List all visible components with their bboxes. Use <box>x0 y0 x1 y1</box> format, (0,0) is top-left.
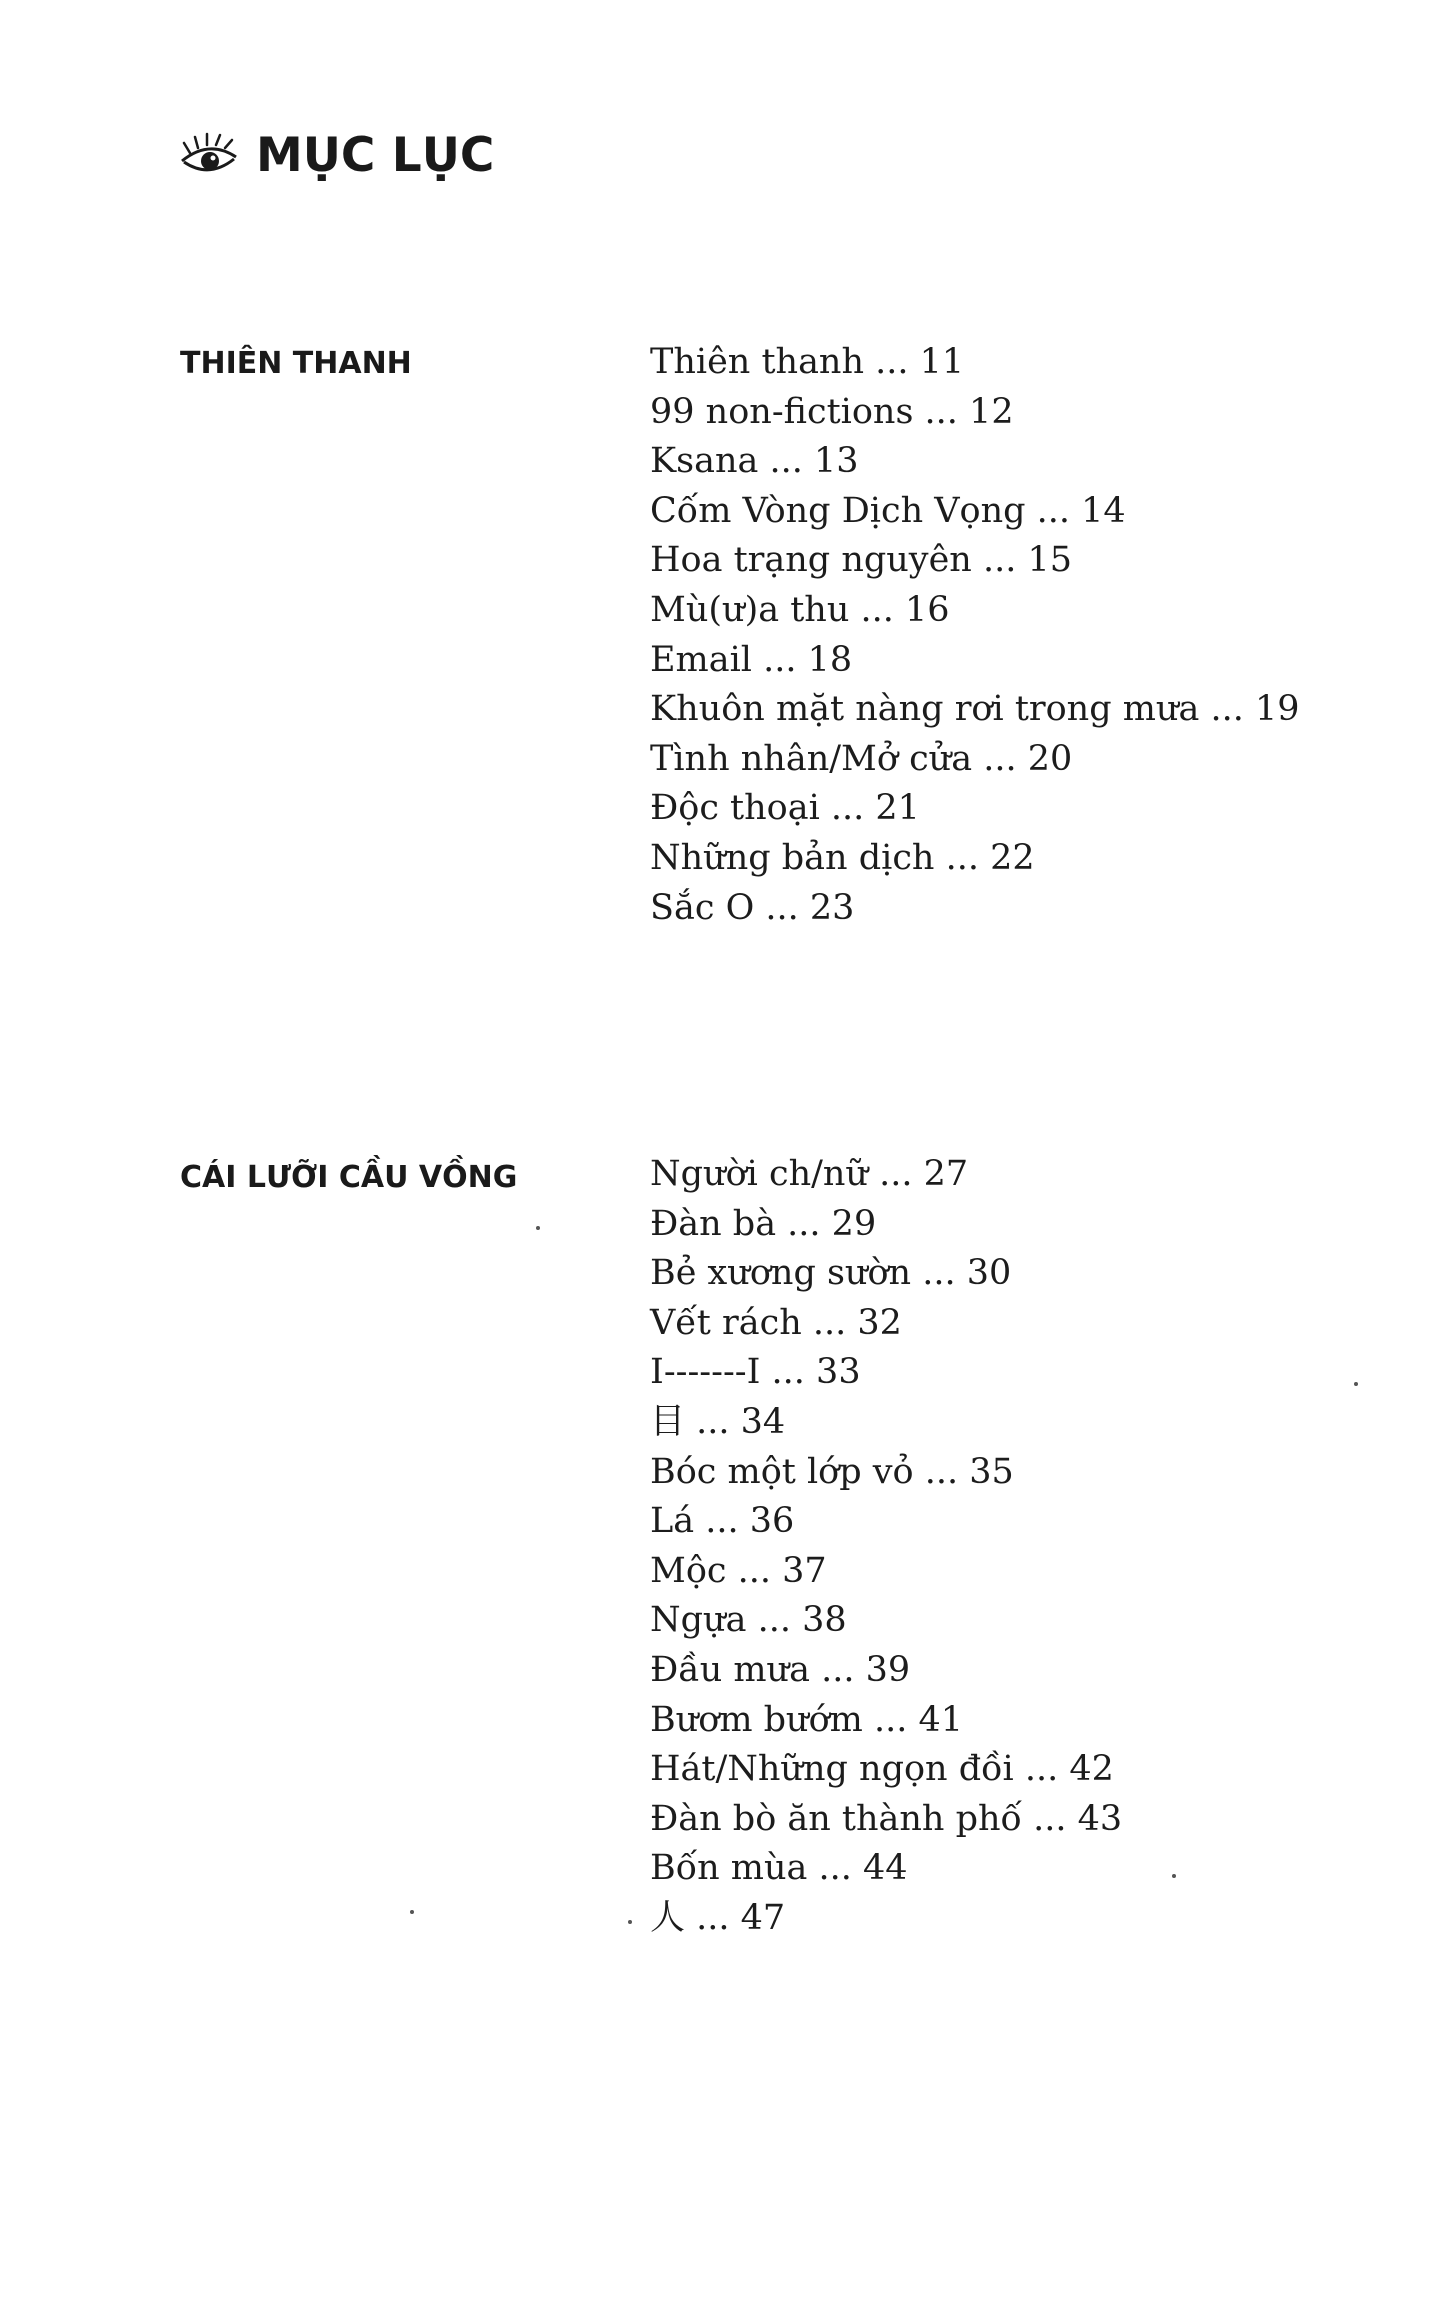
toc-list-cai-luoi-cau-vong <box>650 1150 1122 1944</box>
toc-list-thien-thanh <box>650 338 1300 933</box>
toc-entry[interactable]: Bẻ xương sườn ... 30 <box>650 1253 1012 1294</box>
toc-entry[interactable]: Lá ... 36 <box>650 1501 795 1542</box>
paper-speck <box>536 1226 540 1230</box>
toc-entry[interactable]: Bươm bướm ... 41 <box>650 1699 964 1740</box>
toc-entry[interactable]: Người ch/nữ ... 27 <box>650 1154 969 1194</box>
toc-entry[interactable]: Độc thoại ... 21 <box>650 788 920 829</box>
toc-entry[interactable]: Hoa trạng nguyên ... 15 <box>650 540 1072 581</box>
paper-speck <box>410 1910 414 1914</box>
toc-entry[interactable]: I-------I ... 33 <box>650 1352 861 1393</box>
toc-entry[interactable]: Cốm Vòng Dịch Vọng ... 14 <box>650 490 1126 531</box>
toc-entry[interactable]: Đầu mưa ... 39 <box>650 1649 911 1690</box>
toc-entry[interactable]: 目 ... 34 <box>650 1401 786 1442</box>
toc-entry[interactable]: Đàn bò ăn thành phố ... 43 <box>650 1798 1123 1839</box>
toc-entry[interactable]: 人 ... 47 <box>650 1897 786 1938</box>
toc-entry[interactable]: Bốn mùa ... 44 <box>650 1848 908 1889</box>
paper-speck <box>628 1920 632 1924</box>
section-title-thien-thanh: THIÊN THANH <box>180 346 412 381</box>
toc-entry[interactable]: Sắc O ... 23 <box>650 887 855 928</box>
toc-entry[interactable]: Vết rách ... 32 <box>650 1302 902 1343</box>
toc-entry[interactable]: Khuôn mặt nàng rơi trong mưa ... 19 <box>650 689 1300 730</box>
toc-entry[interactable]: Email ... 18 <box>650 639 853 680</box>
page-title: MỤC LỤC <box>256 128 495 183</box>
toc-entry[interactable]: Những bản dịch ... 22 <box>650 837 1035 878</box>
toc-entry[interactable]: Mộc ... 37 <box>650 1550 827 1591</box>
toc-entry[interactable]: Mù(ư)a thu ... 16 <box>650 589 950 630</box>
toc-entry[interactable]: 99 non-fictions ... 12 <box>650 391 1014 432</box>
paper-speck <box>1354 1382 1358 1386</box>
eye-icon <box>176 131 242 181</box>
toc-entry[interactable]: Thiên thanh ... 11 <box>650 342 965 382</box>
toc-entry[interactable]: Tình nhân/Mở cửa ... 20 <box>650 738 1073 779</box>
toc-entry[interactable]: Ksana ... 13 <box>650 441 859 482</box>
toc-entry[interactable]: Hát/Những ngọn đồi ... 42 <box>650 1749 1114 1790</box>
toc-entry[interactable]: Bóc một lớp vỏ ... 35 <box>650 1451 1014 1492</box>
section-title-cai-luoi-cau-vong: CÁI LƯỠI CẦU VỒNG <box>180 1160 518 1195</box>
page-header <box>176 128 494 183</box>
toc-entry[interactable]: Đàn bà ... 29 <box>650 1203 877 1244</box>
toc-entry[interactable]: Ngựa ... 38 <box>650 1600 847 1641</box>
paper-speck <box>1172 1874 1176 1878</box>
